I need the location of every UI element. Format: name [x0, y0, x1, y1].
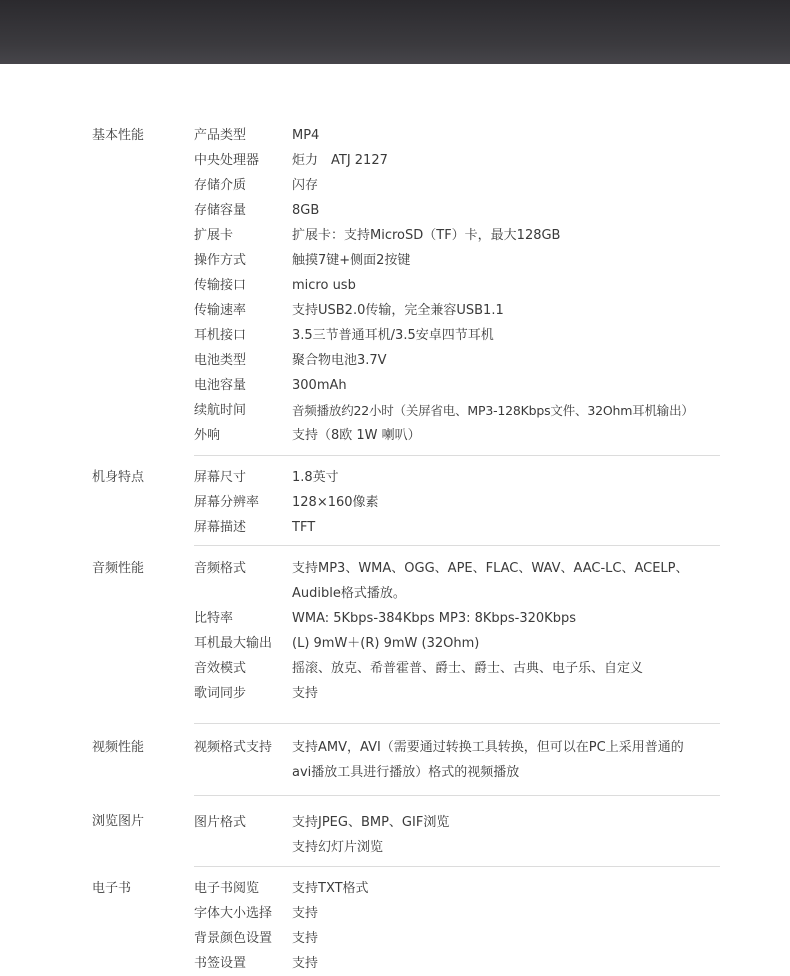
spec-label: 音频格式: [194, 561, 247, 576]
spec-value: 支持MP3、WMA、OGG、APE、FLAC、WAV、AAC-LC、ACELP、: [292, 561, 689, 576]
spec-value: 支持USB2.0传输，完全兼容USB1.1: [292, 303, 504, 318]
spec-label: 背景颜色设置: [194, 931, 273, 946]
spec-label: 扩展卡: [194, 228, 234, 243]
spec-value: 支持AMV，AVI（需要通过转换工具转换，但可以在PC上采用普通的: [292, 740, 684, 755]
spec-value: 300mAh: [292, 378, 347, 393]
spec-value: 炬力 ATJ 2127: [292, 153, 388, 168]
category-basic-performance: 基本性能: [92, 128, 145, 143]
spec-label: 续航时间: [194, 403, 247, 418]
section-divider: [194, 455, 720, 456]
spec-label: 存储容量: [194, 203, 247, 218]
spec-value-continued: avi播放工具进行播放）格式的视频播放: [292, 765, 520, 780]
spec-label: 耳机接口: [194, 328, 247, 343]
spec-value: WMA: 5Kbps-384Kbps MP3: 8Kbps-320Kbps: [292, 611, 576, 626]
section-divider: [194, 866, 720, 867]
spec-value: (L) 9mW＋(R) 9mW (32Ohm): [292, 636, 480, 651]
spec-label: 电池类型: [194, 353, 247, 368]
spec-value: 支持JPEG、BMP、GIF浏览: [292, 815, 450, 830]
spec-value: 支持TXT格式: [292, 881, 369, 896]
spec-value: 音频播放约22小时（关屏省电、MP3-128Kbps文件、32Ohm耳机输出）: [292, 403, 694, 418]
spec-label: 产品类型: [194, 128, 247, 143]
spec-value-continued: Audible格式播放。: [292, 586, 406, 601]
spec-label: 字体大小选择: [194, 906, 273, 921]
spec-value: 1.8英寸: [292, 470, 339, 485]
spec-label: 传输速率: [194, 303, 247, 318]
spec-label: 视频格式支持: [194, 740, 273, 755]
spec-label: 电子书阅览: [194, 881, 260, 896]
spec-label: 音效模式: [194, 661, 247, 676]
spec-label: 电池容量: [194, 378, 247, 393]
spec-label: 外响: [194, 428, 221, 443]
section-divider: [194, 723, 720, 724]
spec-value: 支持: [292, 931, 319, 946]
category-ebook: 电子书: [92, 881, 132, 896]
spec-value-continued: 支持幻灯片浏览: [292, 840, 384, 855]
section-divider: [194, 545, 720, 546]
spec-value: 支持（8欧 1W 喇叭）: [292, 428, 421, 443]
spec-label: 存储介质: [194, 178, 247, 193]
section-divider: [194, 795, 720, 796]
spec-label: 比特率: [194, 611, 234, 626]
spec-value: 3.5三节普通耳机/3.5安卓四节耳机: [292, 328, 494, 343]
spec-value: 闪存: [292, 178, 319, 193]
spec-value: 扩展卡：支持MicroSD（TF）卡，最大128GB: [292, 228, 561, 243]
spec-value: 8GB: [292, 203, 320, 218]
spec-label: 屏幕描述: [194, 520, 247, 535]
spec-value: 聚合物电池3.7V: [292, 353, 387, 368]
spec-value: 128×160像素: [292, 495, 379, 510]
spec-value: 触摸7键+侧面2按键: [292, 253, 411, 268]
top-banner: [0, 0, 790, 64]
spec-value: 摇滚、放克、希普霍普、爵士、爵士、古典、电子乐、自定义: [292, 661, 644, 676]
spec-label: 图片格式: [194, 815, 247, 830]
spec-value: TFT: [292, 520, 316, 535]
spec-label: 耳机最大输出: [194, 636, 273, 651]
spec-label: 中央处理器: [194, 153, 260, 168]
spec-value: 支持: [292, 956, 319, 971]
spec-label: 书签设置: [194, 956, 247, 971]
spec-label: 屏幕分辨率: [194, 495, 260, 510]
spec-value: 支持: [292, 686, 319, 701]
category-body-features: 机身特点: [92, 470, 145, 485]
category-video-performance: 视频性能: [92, 740, 145, 755]
spec-value: 支持: [292, 906, 319, 921]
spec-value: micro usb: [292, 278, 356, 293]
spec-label: 传输接口: [194, 278, 247, 293]
spec-label: 操作方式: [194, 253, 247, 268]
spec-label: 屏幕尺寸: [194, 470, 247, 485]
category-audio-performance: 音频性能: [92, 561, 145, 576]
spec-label: 歌词同步: [194, 686, 247, 701]
category-image-browsing: 浏览图片: [92, 814, 145, 829]
spec-value: MP4: [292, 128, 320, 143]
